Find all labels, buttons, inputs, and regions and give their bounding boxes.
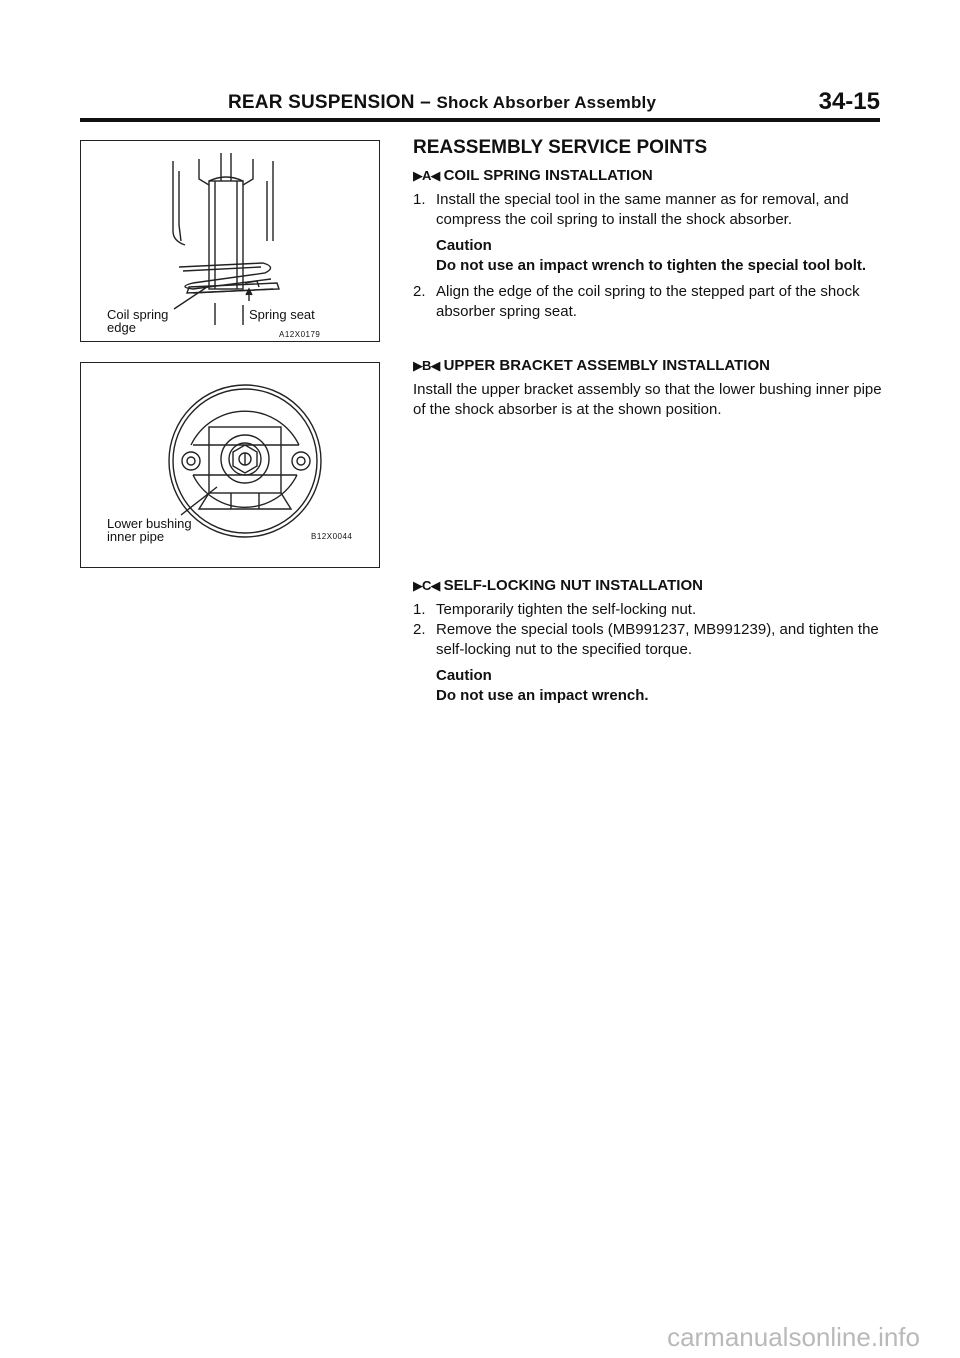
- list-item: [413, 600, 883, 620]
- subsection-heading: [413, 166, 883, 186]
- section-self-locking-nut-installation: [413, 576, 883, 712]
- header-rule: [80, 118, 880, 122]
- step-text: Install the special tool in the same manner as for removal, and compress the coil spring to install the shock absorber.: [436, 191, 849, 228]
- page-number: 34-15: [818, 88, 880, 115]
- step-number: 2.: [413, 621, 426, 638]
- subsection-heading-text: COIL SPRING INSTALLATION: [443, 167, 653, 184]
- caution-text: Do not use an impact wrench.: [436, 687, 649, 704]
- label-coil-spring: Coil spring: [107, 307, 169, 322]
- step-text: Temporarily tighten the self-locking nut.: [436, 601, 697, 618]
- page-header: [80, 88, 880, 116]
- section-upper-bracket-installation: [413, 356, 883, 420]
- subsection-heading-text: SELF-LOCKING NUT INSTALLATION: [443, 577, 703, 594]
- figure-code: B12X0044: [311, 532, 353, 541]
- subsection-heading-text: UPPER BRACKET ASSEMBLY INSTALLATION: [443, 357, 770, 374]
- label-lower-bushing: Lower bushing: [107, 516, 192, 531]
- step-number: 1.: [413, 601, 426, 618]
- figure-code: A12X0179: [279, 330, 321, 339]
- caution-title: Caution: [436, 237, 492, 254]
- list-item: [413, 620, 883, 660]
- caution-note: [436, 666, 883, 706]
- step-text: Remove the special tools (MB991237, MB991239), and tighten the self-locking nut to the specified torque.: [436, 621, 879, 658]
- step-number: 1.: [413, 191, 426, 208]
- label-edge: edge: [107, 320, 136, 335]
- caution-title: Caution: [436, 667, 492, 684]
- service-point-marker: ▶C◀: [413, 578, 440, 593]
- watermark: carmanualsonline.info: [667, 1322, 920, 1352]
- main-content: [413, 137, 883, 704]
- figure-coil-spring: [80, 140, 380, 342]
- service-point-marker: ▶B◀: [413, 358, 440, 373]
- label-inner-pipe: inner pipe: [107, 529, 165, 544]
- subsection-heading: [413, 356, 883, 376]
- step-text: Align the edge of the coil spring to the stepped part of the shock absorber spring seat.: [436, 283, 860, 320]
- paragraph: Install the upper bracket assembly so that the lower bushing inner pipe of the shock absorber is at the shown position.: [413, 381, 882, 418]
- label-spring-seat: Spring seat: [249, 307, 315, 322]
- list-item: [413, 190, 883, 230]
- list-item: [413, 282, 883, 322]
- caution-note: [436, 236, 883, 276]
- header-title-main: REAR SUSPENSION –: [228, 92, 437, 113]
- header-title: [228, 92, 656, 114]
- figure-lower-bushing: [80, 362, 380, 568]
- header-title-sub: Shock Absorber Assembly: [436, 93, 657, 112]
- section-title: REASSEMBLY SERVICE POINTS: [413, 137, 708, 158]
- service-point-marker: ▶A◀: [413, 168, 440, 183]
- step-number: 2.: [413, 283, 426, 300]
- caution-text: Do not use an impact wrench to tighten the special tool bolt.: [436, 257, 867, 274]
- subsection-heading: [413, 576, 883, 596]
- section-coil-spring-installation: [413, 166, 883, 322]
